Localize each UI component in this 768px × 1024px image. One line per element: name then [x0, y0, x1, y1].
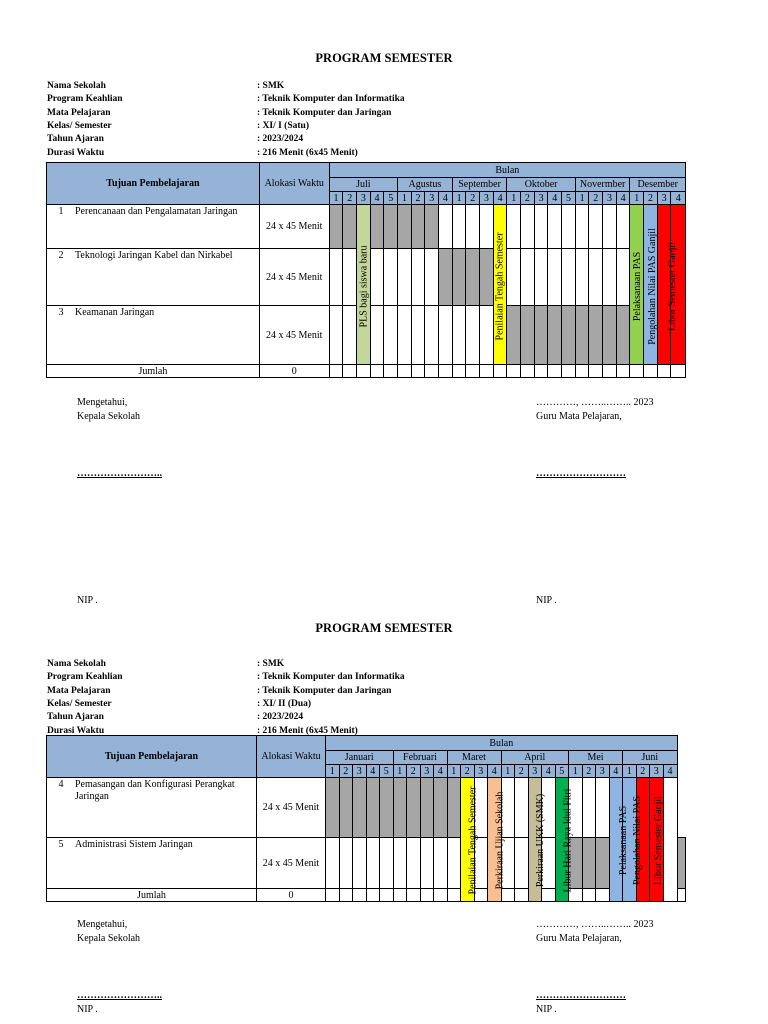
info-label: Kelas/ Semester [47, 698, 112, 709]
week-number: 4 [488, 765, 502, 778]
mengetahui-text: Mengetahui, [77, 397, 128, 408]
header-bulan: Bulan [326, 736, 678, 751]
week-number: 1 [452, 192, 466, 205]
month-header: Maret [447, 751, 501, 765]
week-number: 5 [562, 192, 576, 205]
jumlah-row [47, 889, 686, 902]
event-label: Perkiraan Ujian Sekolah [494, 791, 506, 889]
week-number: 1 [329, 192, 343, 205]
row-number: 2 [58, 250, 64, 261]
schedule-table [46, 162, 686, 378]
header-tujuan: Tujuan Pembelajaran [47, 736, 257, 778]
month-header: Oktober [507, 178, 575, 192]
nip-right: NIP . [536, 595, 557, 606]
info-value: : SMK [257, 81, 285, 91]
info-value: : 2023/2024 [257, 712, 304, 723]
week-number: 2 [636, 765, 650, 778]
week-number: 1 [569, 765, 583, 778]
event-label: Pengolahan Nilai PAS Ganjil [646, 227, 658, 345]
table-row [47, 838, 686, 889]
nip-left: NIP . [77, 595, 98, 606]
info-value: : Teknik Komputer dan Jaringan [257, 107, 392, 118]
jumlah-label: Jumlah [47, 365, 260, 378]
info-label: Nama Sekolah [47, 659, 106, 669]
row-alokasi: 24 x 45 Menit [257, 778, 326, 838]
month-header: Februari [393, 751, 447, 765]
week-number: 5 [380, 765, 394, 778]
week-number: 4 [370, 192, 384, 205]
week-number: 3 [603, 192, 617, 205]
table-row [47, 205, 686, 249]
header-bulan: Bulan [329, 163, 685, 178]
signature-right [536, 918, 654, 945]
week-number: 4 [671, 192, 686, 205]
event-label: Pelaksanaan PAS [618, 805, 630, 875]
week-number: 2 [582, 765, 596, 778]
header-alokasi: Alokasi Waktu [257, 736, 326, 778]
row-tujuan: Pemasangan dan Konfigurasi Perangkat Jaringan [75, 779, 235, 802]
week-number: 2 [407, 765, 421, 778]
event-label: Penilaian Tengah Semester [494, 232, 506, 340]
info-label: Program Keahlian [47, 672, 123, 683]
info-label: Durasi Waktu [47, 147, 105, 158]
week-number: 5 [384, 192, 398, 205]
row-number: 5 [58, 839, 64, 850]
week-number: 2 [644, 192, 658, 205]
row-tujuan: Perencanaan dan Pengalamatan Jaringan [75, 206, 238, 217]
nip-right: NIP . [536, 1004, 557, 1015]
week-number: 3 [534, 192, 548, 205]
row-tujuan: Administrasi Sistem Jaringan [75, 839, 193, 850]
row-alokasi: 24 x 45 Menit [259, 249, 329, 306]
week-number: 4 [663, 765, 677, 778]
month-header: Novermber [575, 178, 630, 192]
info-value: : 216 Menit (6x45 Menit) [257, 725, 358, 736]
mengetahui-text: Mengetahui, [77, 919, 128, 930]
week-number: 1 [630, 192, 644, 205]
signature-right [536, 396, 654, 423]
info-label: Mata Pelajaran [47, 685, 111, 696]
week-number: 4 [434, 765, 448, 778]
jumlah-value: 0 [257, 889, 326, 902]
row-alokasi: 24 x 45 Menit [259, 306, 329, 365]
week-number: 4 [548, 192, 562, 205]
nip-left: NIP . [77, 1004, 98, 1015]
info-block [47, 80, 467, 162]
event-label: PLS bagi siswa baru [358, 245, 370, 327]
row-tujuan: Keamanan Jaringan [75, 307, 155, 318]
week-number: 1 [623, 765, 637, 778]
signature-line-right: ……………………… [536, 468, 626, 479]
kepala-text: Kepala Sekolah [77, 932, 141, 944]
event-label: Libur Hari Raya Idul Fitri [562, 788, 574, 892]
week-number: 4 [493, 192, 507, 205]
tujuan-cell [47, 249, 260, 306]
jumlah-value: 0 [259, 365, 329, 378]
week-number: 2 [461, 765, 475, 778]
week-number: 2 [515, 765, 529, 778]
info-value: : Teknik Komputer dan Jaringan [257, 685, 392, 696]
week-number: 1 [447, 765, 461, 778]
page-title: PROGRAM SEMESTER [315, 51, 453, 65]
tujuan-cell [47, 778, 257, 838]
week-number: 4 [542, 765, 556, 778]
week-number: 3 [425, 192, 439, 205]
info-value: : Teknik Komputer dan Informatika [257, 94, 405, 105]
month-header: Agustus [398, 178, 453, 192]
event-label: Perkiraan UKK (SMK) [535, 793, 547, 887]
week-number: 4 [439, 192, 453, 205]
jumlah-row [47, 365, 686, 378]
week-number: 3 [480, 192, 494, 205]
event-label: Libur Semester Ganjil [653, 795, 664, 885]
signature-left [77, 918, 140, 945]
row-number: 1 [58, 206, 64, 217]
week-number: 1 [507, 192, 521, 205]
week-number: 3 [474, 765, 488, 778]
week-number: 3 [420, 765, 434, 778]
week-number: 2 [466, 192, 480, 205]
event-label: Penilaian Tengah Semester [467, 786, 479, 894]
week-number: 4 [616, 192, 630, 205]
week-number: 1 [398, 192, 412, 205]
row-number: 3 [58, 307, 64, 318]
header-alokasi: Alokasi Waktu [259, 163, 329, 205]
week-number: 1 [326, 765, 340, 778]
info-value: : SMK [257, 659, 285, 669]
info-value: : 216 Menit (6x45 Menit) [257, 147, 358, 158]
week-number: 2 [521, 192, 535, 205]
row-alokasi: 24 x 45 Menit [259, 205, 329, 249]
info-block [47, 658, 467, 740]
week-number: 2 [411, 192, 425, 205]
info-label: Durasi Waktu [47, 725, 105, 736]
info-value: : 2023/2024 [257, 134, 304, 145]
week-number: 2 [339, 765, 353, 778]
info-value: : XI/ I (Satu) [257, 120, 309, 131]
tujuan-cell [47, 838, 257, 889]
week-number: 1 [393, 765, 407, 778]
month-header: Desember [630, 178, 686, 192]
week-number: 3 [528, 765, 542, 778]
signature-line-right: ……………………… [536, 990, 626, 1001]
info-value: : XI/ II (Dua) [257, 698, 312, 709]
guru-text: Guru Mata Pelajaran, [536, 932, 622, 944]
week-number: 3 [353, 765, 367, 778]
tanggal-text: …………, ……..…….. 2023 [536, 919, 654, 930]
info-label: Tahun Ajaran [47, 712, 104, 723]
month-header: September [452, 178, 507, 192]
month-header: April [501, 751, 569, 765]
week-number: 3 [650, 765, 664, 778]
week-number: 4 [609, 765, 623, 778]
table-row [47, 778, 686, 838]
week-number: 3 [357, 192, 371, 205]
event-label: Libur Semester Ganjil [667, 241, 678, 331]
info-value: : Teknik Komputer dan Informatika [257, 672, 405, 683]
kepala-text: Kepala Sekolah [77, 410, 141, 422]
event-label: Pelaksanaan PAS [632, 251, 644, 321]
signature-line-left: …………………….. [77, 468, 162, 479]
week-number: 1 [575, 192, 589, 205]
info-label: Kelas/ Semester [47, 120, 112, 131]
week-number: 3 [657, 192, 671, 205]
month-header: Mei [569, 751, 623, 765]
row-alokasi: 24 x 45 Menit [257, 838, 326, 889]
week-number: 2 [343, 192, 357, 205]
week-number: 1 [501, 765, 515, 778]
signature-line-left: …………………….. [77, 990, 162, 1001]
week-number: 5 [555, 765, 569, 778]
info-label: Nama Sekolah [47, 81, 106, 91]
jumlah-label: Jumlah [47, 889, 257, 902]
event-label: Pengolahan Nilai PAS [632, 795, 644, 885]
month-header: Juni [623, 751, 678, 765]
row-tujuan: Teknologi Jaringan Kabel dan Nirkabel [75, 250, 233, 261]
header-tujuan: Tujuan Pembelajaran [47, 163, 260, 205]
page-title: PROGRAM SEMESTER [315, 621, 453, 635]
info-label: Tahun Ajaran [47, 134, 104, 145]
guru-text: Guru Mata Pelajaran, [536, 410, 622, 422]
info-label: Program Keahlian [47, 94, 123, 105]
schedule-table [46, 735, 686, 902]
signature-left [77, 396, 140, 423]
tanggal-text: …………, ……..…….. 2023 [536, 397, 654, 408]
tujuan-cell [47, 306, 260, 365]
row-number: 4 [58, 779, 64, 790]
week-number: 2 [589, 192, 603, 205]
month-header: Juli [329, 178, 397, 192]
week-number: 3 [596, 765, 610, 778]
info-label: Mata Pelajaran [47, 107, 111, 118]
month-header: Januari [326, 751, 394, 765]
week-number: 4 [366, 765, 380, 778]
tujuan-cell [47, 205, 260, 249]
